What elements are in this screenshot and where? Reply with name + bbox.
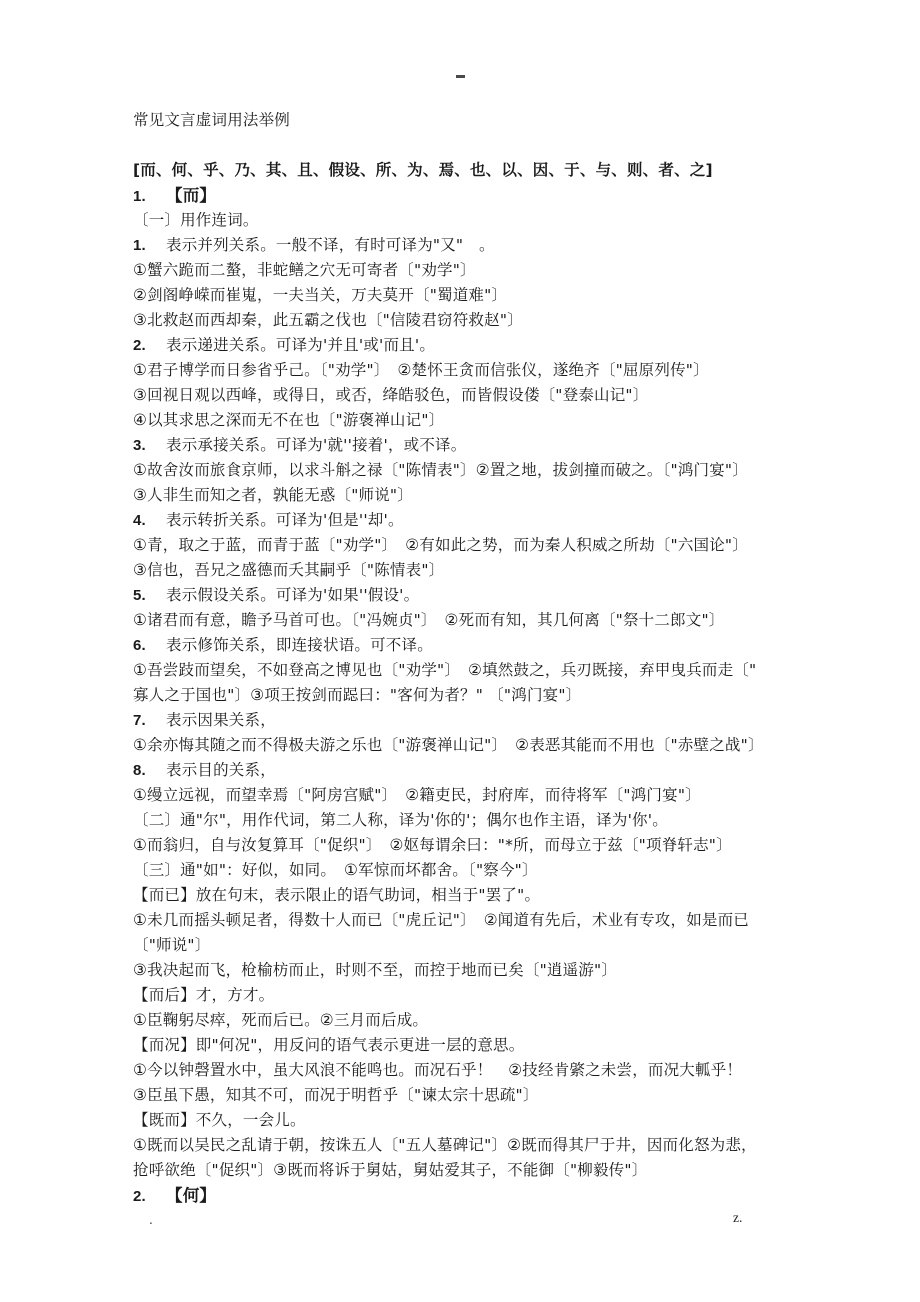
line-number: 1.: [133, 237, 146, 254]
doc-line: [133, 933, 803, 958]
line-text: ①吾尝跂而望矣，不如登高之博见也〔"劝学"〕 ②填然鼓之，兵刃既接，弃甲曳兵而走〔": [133, 661, 757, 679]
section-heading: [133, 1183, 803, 1208]
line-number: 1.: [133, 188, 146, 205]
line-text: 表示转折关系。可译为'但是''却'。: [166, 511, 404, 529]
particle-list-header: [133, 158, 803, 183]
doc-line: [133, 433, 803, 458]
line-text: ③回视日观以西峰，或得日，或否，绛皓驳色，而皆假设偻〔"登泰山记"〕: [133, 386, 649, 404]
line-number: 3.: [133, 437, 146, 454]
line-text: 抢呼欲绝〔"促织"〕③既而将诉于舅姑，舅姑爱其子，不能御〔"柳毅传"〕: [133, 1161, 648, 1179]
line-text: ③我决起而飞，枪榆枋而止，时则不至，而控于地而已矣〔"逍遥游"〕: [133, 961, 618, 979]
doc-line: [133, 333, 803, 358]
line-text: 【而况】即"何况"，用反问的语气表示更进一层的意思。: [133, 1036, 525, 1054]
doc-line: [133, 858, 803, 883]
line-number: 6.: [133, 637, 146, 654]
footer-right-mark: z.: [733, 1210, 743, 1225]
doc-line: [133, 1058, 803, 1083]
line-text: ①余亦悔其随之而不得极夫游之乐也〔"游褒禅山记"〕 ②表恶其能而不用也〔"赤壁之战"〕: [133, 736, 764, 754]
doc-line: [133, 233, 803, 258]
line-number: 5.: [133, 587, 146, 604]
doc-line: [133, 208, 803, 233]
line-text: ①今以钟磬置水中，虽大风浪不能鸣也。而况石乎！ ②技经肯綮之未尝，而况大軱乎！: [133, 1061, 743, 1079]
doc-line: [133, 383, 803, 408]
doc-line: [133, 1108, 803, 1133]
section-heading: [133, 183, 803, 208]
footer-left-mark: .: [149, 1213, 153, 1227]
line-number: 2.: [133, 1188, 146, 1205]
doc-line: [133, 808, 803, 833]
line-text: ③信也，吾兄之盛德而夭其嗣乎〔"陈情表"〕: [133, 561, 445, 579]
line-number: 7.: [133, 712, 146, 729]
line-text: ③人非生而知之者，孰能无惑〔"师说"〕: [133, 486, 413, 504]
doc-line: [133, 1083, 803, 1108]
line-text: 表示假设关系。可译为'如果''假设'。: [166, 586, 420, 604]
doc-line: [133, 758, 803, 783]
line-text: ①臣鞠躬尽瘁，死而后已。②三月而后成。: [133, 1011, 429, 1029]
line-text: 常见文言虚词用法举例: [133, 111, 291, 129]
doc-line: [133, 783, 803, 808]
line-text: 〔三〕通"如"：好似，如同。 ①军惊而坏都舍。〔"察今"〕: [133, 861, 538, 879]
line-text: 【而已】放在句末，表示限止的语气助词，相当于"罢了"。: [133, 886, 541, 904]
line-text: 【既而】不久，一会儿。: [133, 1111, 306, 1129]
line-text: ①而翁归，自与汝复算耳〔"促织"〕 ②妪每谓余曰："*所，而母立于兹〔"项脊轩志"〕: [133, 836, 732, 854]
doc-line: [133, 883, 803, 908]
doc-line: [133, 533, 803, 558]
line-text: 〔"师说"〕: [133, 936, 211, 954]
doc-line: [133, 1033, 803, 1058]
doc-line: [133, 683, 803, 708]
line-text: ①青，取之于蓝，而青于蓝〔"劝学"〕 ②有如此之势，而为秦人积威之所劫〔"六国论"〕: [133, 536, 748, 554]
line-text: ④以其求思之深而无不在也〔"游褒禅山记"〕: [133, 411, 445, 429]
doc-line: [133, 1158, 803, 1183]
blank-line: [133, 133, 803, 158]
document-title: [133, 108, 803, 133]
line-text: ①未几而摇头顿足者，得数十人而已〔"虎丘记"〕 ②闻道有先后，术业有专攻，如是而已: [133, 911, 750, 929]
line-number: 4.: [133, 512, 146, 529]
doc-line: [133, 658, 803, 683]
document-body: [133, 108, 803, 1208]
doc-line: [133, 283, 803, 308]
line-text: ①君子博学而日参省乎己。〔"劝学"〕 ②楚怀王贪而信张仪，遂绝齐〔"屈原列传"〕: [133, 361, 709, 379]
line-text: ①蟹六跪而二螯，非蛇鳝之穴无可寄者〔"劝学"〕: [133, 261, 476, 279]
doc-line: [133, 458, 803, 483]
doc-line: [133, 483, 803, 508]
line-text: ③臣虽下愚，知其不可，而况于明哲乎〔"谏太宗十思疏"〕: [133, 1086, 539, 1104]
doc-line: [133, 358, 803, 383]
line-text: ①既而以吴民之乱请于朝，按诛五人〔"五人墓碑记"〕②既而得其尸于井，因而化怒为悲，: [133, 1136, 757, 1154]
doc-line: [133, 958, 803, 983]
doc-line: [133, 1133, 803, 1158]
doc-line: [133, 608, 803, 633]
line-text: ①故舍汝而旅食京师，以求斗斛之禄〔"陈情表"〕②置之地，拔剑撞而破之。〔"鸿门宴"〕: [133, 461, 748, 479]
line-text: 【而后】才，方才。: [133, 986, 275, 1004]
line-text: 【何】: [166, 1186, 217, 1205]
line-text: ③北救赵而西却秦，此五霸之伐也〔"信陵君窃符救赵"〕: [133, 311, 523, 329]
doc-line: [133, 633, 803, 658]
line-text: 表示并列关系。一般不译，有时可译为"又" 。: [166, 236, 495, 254]
doc-line: [133, 558, 803, 583]
line-text: 表示目的关系，: [166, 761, 276, 779]
line-text: 〔一〕用作连词。: [133, 211, 259, 229]
line-text: 表示承接关系。可译为'就''接着'，或不译。: [166, 436, 467, 454]
doc-line: [133, 408, 803, 433]
line-text: 表示递进关系。可译为'并且'或'而且'。: [166, 336, 436, 354]
doc-line: [133, 583, 803, 608]
line-text: 〔二〕通"尔"，用作代词，第二人称，译为'你的'；偶尔也作主语，译为'你'。: [133, 811, 668, 829]
doc-line: [133, 833, 803, 858]
page-smudge-mark: [456, 75, 465, 78]
line-text: ②剑阁峥嵘而崔嵬，一夫当关，万夫莫开〔"蜀道难"〕: [133, 286, 508, 304]
doc-line: [133, 308, 803, 333]
line-text: 表示因果关系，: [166, 711, 276, 729]
doc-line: [133, 983, 803, 1008]
line-text: 【而】: [166, 186, 217, 205]
line-text: 寡人之于国也"〕③项王按剑而跽曰："客何为者？" 〔"鸿门宴"〕: [133, 686, 582, 704]
doc-line: [133, 733, 803, 758]
line-number: 8.: [133, 762, 146, 779]
doc-line: [133, 258, 803, 283]
line-text: 表示修饰关系，即连接状语。可不译。: [166, 636, 433, 654]
doc-line: [133, 508, 803, 533]
doc-line: [133, 708, 803, 733]
doc-line: [133, 908, 803, 933]
line-text: ①缦立远视，而望幸焉〔"阿房宫赋"〕 ②籍吏民，封府库，而待将军〔"鸿门宴"〕: [133, 786, 701, 804]
line-text: ①诸君而有意，瞻予马首可也。〔"冯婉贞"〕 ②死而有知，其几何离〔"祭十二郎文"〕: [133, 611, 725, 629]
line-text: [而、何、乎、乃、其、且、假设、所、为、焉、也、以、因、于、与、则、者、之]: [133, 161, 713, 179]
doc-line: [133, 1008, 803, 1033]
line-number: 2.: [133, 337, 146, 354]
